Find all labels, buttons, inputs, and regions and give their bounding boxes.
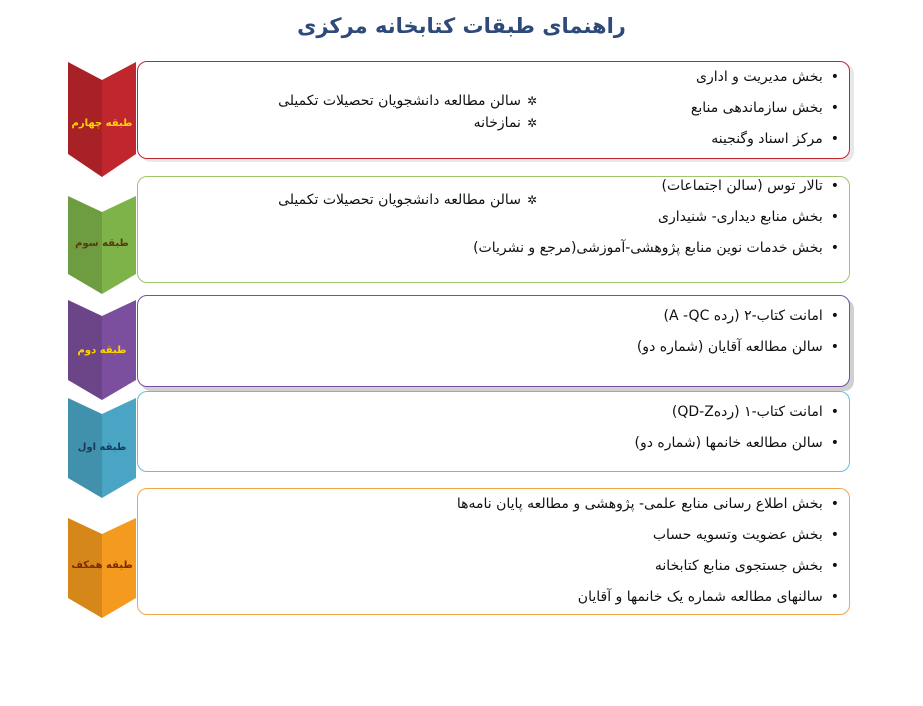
floor-3-chevron <box>68 196 136 294</box>
side-item: ✲سالن مطالعه دانشجویان تحصیلات تکمیلی <box>278 93 537 109</box>
list-item: • بخش خدمات نوین منابع پژوهشی-آموزشی(مرجع و نشریات) <box>473 233 839 264</box>
floor-1-box <box>137 391 850 472</box>
floor-2-chevron <box>68 300 136 400</box>
floor-2-box <box>137 295 850 387</box>
page-title: راهنمای طبقات کتابخانه مرکزی <box>297 14 626 38</box>
floor-3-side-list <box>278 189 537 211</box>
star-icon: ✲ <box>526 116 537 130</box>
list-item: • بخش منابع دیداری- شنیداری <box>473 202 839 233</box>
ground-floor-box <box>137 488 850 615</box>
floor-3-label: طبقه سوم <box>75 238 129 249</box>
floor-4-box <box>137 61 850 159</box>
ground-floor-list <box>457 489 839 613</box>
list-item: • امانت کتاب-۲ (رده A -QC) <box>637 301 839 332</box>
floor-1-chevron <box>68 398 136 498</box>
star-icon: ✲ <box>526 94 537 108</box>
list-item: • مرکز اسناد وگنجینه <box>691 124 839 155</box>
ground-floor-label: طبقه همکف <box>71 560 133 571</box>
list-item: • سالن مطالعه آقایان (شماره دو) <box>637 332 839 363</box>
floor-4-side-list <box>278 90 537 134</box>
list-item: • تالار توس (سالن اجتماعات) <box>473 171 839 202</box>
floor-4-label: طبقه چهارم <box>71 118 133 129</box>
list-item: • بخش جستجوی منابع کتابخانه <box>457 551 839 582</box>
floor-2-label: طبقه دوم <box>77 345 127 356</box>
floor-4-chevron <box>68 62 136 177</box>
list-item: • بخش عضویت وتسویه حساب <box>457 520 839 551</box>
list-item: • سالنهای مطالعه شماره یک خانمها و آقایان <box>457 582 839 613</box>
floor-1-list <box>635 397 840 459</box>
ground-floor-chevron <box>68 518 136 618</box>
floor-3-list <box>473 171 839 264</box>
floor-1-label: طبقه اول <box>77 442 127 453</box>
list-item: • بخش اطلاع رسانی منابع علمی- پژوهشی و مطالعه پایان نامه‌ها <box>457 489 839 520</box>
floor-3-box <box>137 176 850 283</box>
side-item: ✲سالن مطالعه دانشجویان تحصیلات تکمیلی <box>278 192 537 208</box>
list-item: • بخش مدیریت و اداری <box>691 62 839 93</box>
list-item: • امانت کتاب-۱ (ردهQD-Z) <box>635 397 840 428</box>
list-item: • بخش سازماندهی منابع <box>691 93 839 124</box>
star-icon: ✲ <box>526 193 537 207</box>
floor-4-list <box>691 62 839 155</box>
list-item: • سالن مطالعه خانمها (شماره دو) <box>635 428 840 459</box>
side-item: ✲نمازخانه <box>473 115 537 131</box>
floor-2-list <box>637 301 839 363</box>
